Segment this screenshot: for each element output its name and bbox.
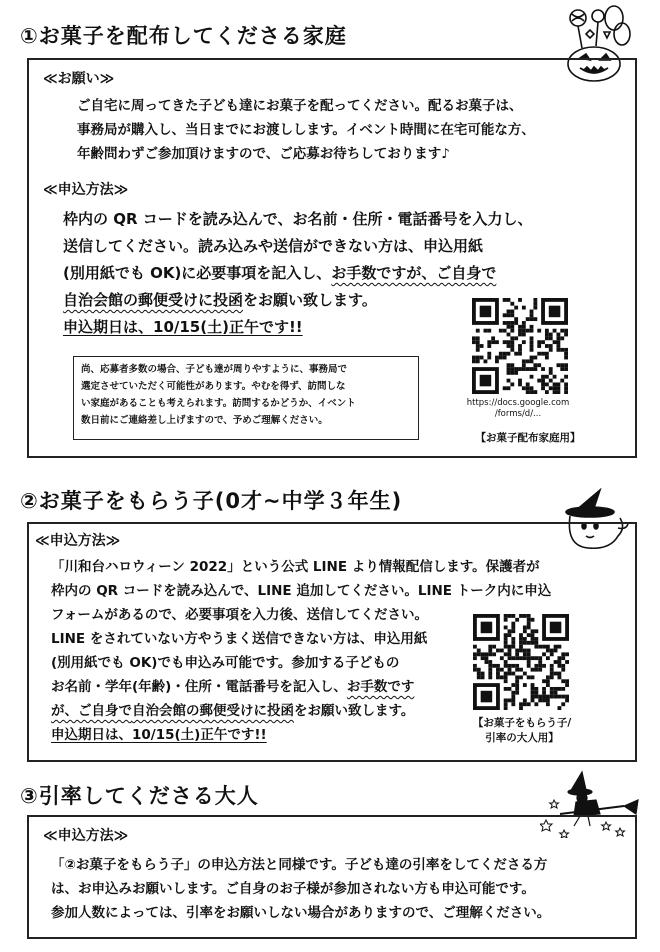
- section3-box: [27, 815, 637, 939]
- request-heading: ≪お願い≫: [43, 71, 115, 87]
- qr-caption-2: 【お菓子をもらう子/ 引率の大人用】: [472, 717, 572, 744]
- section3-title: ③引率してくださる大人: [20, 784, 259, 808]
- qr-code-2[interactable]: [473, 614, 569, 710]
- emphasis-text: お手数ですが、ご自身で: [331, 264, 497, 282]
- request-text: ご自宅に周ってきた子ども達にお菓子を配ってください。配るお菓子は、 事務局が購入し、当日までにお渡しします。イベント時間に在宅可能な方、 年齢問わずご参加頂けますので、ご応募お待ちしております♪: [77, 98, 535, 162]
- deadline: 申込期日は、10/15(土)正午です!!: [63, 318, 303, 336]
- deadline: 申込期日は、10/15(土)正午です!!: [51, 727, 267, 743]
- section2-box: [27, 522, 637, 762]
- emphasis-text: が、ご自身で: [51, 703, 132, 719]
- section2-title: ②お菓子をもらう子(0才~中学３年生): [20, 489, 403, 513]
- section1-box: [27, 58, 637, 458]
- emphasis-text: お手数です: [346, 679, 415, 695]
- method-text: 枠内の QR コードを読み込んで、お名前・住所・電話番号を入力し、 送信してください。読み込みや送信ができない方は、申込用紙 (別用紙でも OK)に必要事項を記入し、お手数ですが、ご自身で 自治会館の郵便受けに投函をお願い致します。 申込期日は、10/15(土)正午です!!: [63, 206, 532, 341]
- emphasis-text: 自治会館の郵便受けに投函: [63, 291, 244, 309]
- method-text: 「②お菓子をもらう子」の申込方法と同様です。子ども達の引率をしてくださる方 は、お申込みお願いします。ご自身のお子様が参加されない方も申込可能です。 参加人数によっては、引率をお願いしない場合がありますので、ご理解ください。: [51, 857, 551, 921]
- method-heading: ≪申込方法≫: [43, 182, 129, 198]
- method-heading: ≪申込方法≫: [35, 533, 121, 549]
- emphasis-text: 自治会館の郵便受けに投函: [132, 703, 294, 719]
- method-heading: ≪申込方法≫: [43, 828, 129, 844]
- qr-url: https://docs.google.com /forms/d/...: [466, 398, 570, 419]
- notice-box: 尚、応募者多数の場合、子ども達が周りやすように、事務局で 選定させていただく可能性があります。やむを得ず、訪問しな い家庭があることも考えられます。訪問するかどうか、イベント 数日前にご連絡差し上げますので、予めご理解ください。: [73, 356, 419, 440]
- qr-caption-1: 【お菓子配布家庭用】: [475, 432, 581, 444]
- method-text: 「川和台ハロウィーン 2022」という公式 LINE より情報配信します。保護者が 枠内の QR コードを読み込んで、LINE 追加してください。LINE トーク内に申込 フォームがあるので、必要事項を入力後、送信してください。 LINE をされていない方やうまく送信できない方は、申込用紙 (別用紙でも OK)でも申込み可能です。参加する子どもの お名前・学年(年齢)・住所・電話番号を記入し、お手数です が、ご自身で自治会館の郵便受けに投函をお願い致します。 申込期日は、10/15(土)正午です!!: [51, 555, 551, 747]
- section1-title: ①お菓子を配布してくださる家庭: [20, 24, 347, 48]
- qr-code-1[interactable]: [472, 298, 568, 394]
